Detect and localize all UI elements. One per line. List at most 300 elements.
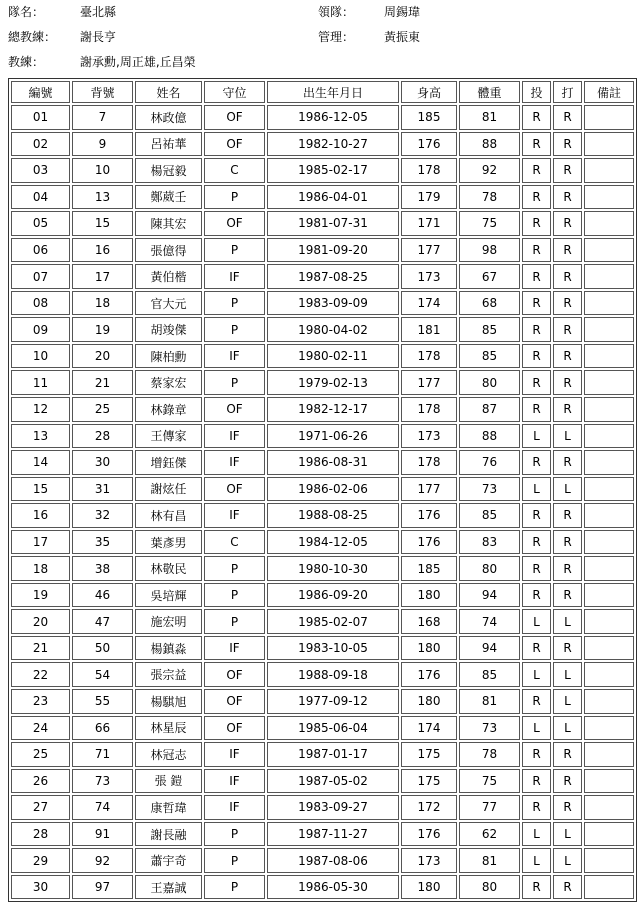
cell-weight: 80 bbox=[459, 370, 520, 395]
table-row bbox=[11, 211, 634, 236]
header-row-coaches bbox=[8, 52, 640, 72]
cell-birthdate: 1983-10-05 bbox=[267, 636, 399, 661]
cell-name: 楊騏旭 bbox=[135, 689, 202, 714]
cell-position: OF bbox=[204, 105, 265, 130]
cell-throws: R bbox=[522, 769, 551, 794]
leader-label: 領隊： bbox=[318, 5, 355, 19]
cell-jersey: 10 bbox=[72, 158, 133, 183]
cell-birthdate: 1986-04-01 bbox=[267, 185, 399, 210]
cell-throws: L bbox=[522, 424, 551, 449]
cell-remarks bbox=[584, 609, 634, 634]
cell-height: 176 bbox=[401, 132, 457, 157]
cell-jersey: 28 bbox=[72, 424, 133, 449]
cell-position: OF bbox=[204, 211, 265, 236]
table-body bbox=[11, 105, 634, 899]
table-row bbox=[11, 424, 634, 449]
cell-throws: L bbox=[522, 609, 551, 634]
cell-weight: 94 bbox=[459, 583, 520, 608]
cell-height: 168 bbox=[401, 609, 457, 634]
cell-throws: R bbox=[522, 742, 551, 767]
cell-birthdate: 1982-12-17 bbox=[267, 397, 399, 422]
cell-name: 葉彥男 bbox=[135, 530, 202, 555]
cell-jersey: 47 bbox=[72, 609, 133, 634]
cell-bats: R bbox=[553, 344, 582, 369]
cell-position: P bbox=[204, 370, 265, 395]
cell-bats: R bbox=[553, 742, 582, 767]
cell-jersey: 21 bbox=[72, 370, 133, 395]
cell-throws: R bbox=[522, 132, 551, 157]
table-row bbox=[11, 185, 634, 210]
cell-weight: 85 bbox=[459, 317, 520, 342]
cell-jersey: 30 bbox=[72, 450, 133, 475]
cell-jersey: 38 bbox=[72, 556, 133, 581]
cell-position: IF bbox=[204, 450, 265, 475]
cell-bats: R bbox=[553, 105, 582, 130]
cell-throws: R bbox=[522, 583, 551, 608]
cell-number: 29 bbox=[11, 848, 70, 873]
cell-remarks bbox=[584, 636, 634, 661]
cell-position: P bbox=[204, 848, 265, 873]
cell-birthdate: 1987-05-02 bbox=[267, 769, 399, 794]
cell-height: 176 bbox=[401, 503, 457, 528]
cell-throws: L bbox=[522, 477, 551, 502]
cell-number: 08 bbox=[11, 291, 70, 316]
cell-position: IF bbox=[204, 636, 265, 661]
cell-throws: R bbox=[522, 158, 551, 183]
cell-height: 176 bbox=[401, 530, 457, 555]
cell-jersey: 91 bbox=[72, 822, 133, 847]
cell-bats: L bbox=[553, 822, 582, 847]
cell-position: OF bbox=[204, 716, 265, 741]
table-row bbox=[11, 769, 634, 794]
cell-bats: L bbox=[553, 848, 582, 873]
table-row bbox=[11, 158, 634, 183]
cell-bats: R bbox=[553, 238, 582, 263]
cell-remarks bbox=[584, 291, 634, 316]
cell-bats: R bbox=[553, 795, 582, 820]
col-header: 身高 bbox=[401, 81, 457, 103]
cell-weight: 88 bbox=[459, 424, 520, 449]
cell-bats: R bbox=[553, 875, 582, 900]
cell-birthdate: 1986-09-20 bbox=[267, 583, 399, 608]
cell-number: 30 bbox=[11, 875, 70, 900]
cell-birthdate: 1986-08-31 bbox=[267, 450, 399, 475]
cell-jersey: 9 bbox=[72, 132, 133, 157]
cell-position: IF bbox=[204, 264, 265, 289]
cell-throws: R bbox=[522, 317, 551, 342]
cell-position: P bbox=[204, 291, 265, 316]
cell-jersey: 74 bbox=[72, 795, 133, 820]
cell-position: IF bbox=[204, 769, 265, 794]
cell-position: P bbox=[204, 822, 265, 847]
cell-number: 26 bbox=[11, 769, 70, 794]
cell-jersey: 97 bbox=[72, 875, 133, 900]
col-header: 守位 bbox=[204, 81, 265, 103]
cell-weight: 98 bbox=[459, 238, 520, 263]
coaches-label: 教練： bbox=[8, 55, 45, 69]
cell-throws: L bbox=[522, 848, 551, 873]
cell-bats: R bbox=[553, 556, 582, 581]
cell-height: 178 bbox=[401, 450, 457, 475]
cell-throws: R bbox=[522, 556, 551, 581]
cell-name: 王傳家 bbox=[135, 424, 202, 449]
cell-remarks bbox=[584, 716, 634, 741]
cell-throws: R bbox=[522, 344, 551, 369]
cell-position: P bbox=[204, 317, 265, 342]
cell-number: 11 bbox=[11, 370, 70, 395]
cell-weight: 68 bbox=[459, 291, 520, 316]
cell-weight: 92 bbox=[459, 158, 520, 183]
cell-jersey: 13 bbox=[72, 185, 133, 210]
table-row bbox=[11, 530, 634, 555]
header-row-coach bbox=[8, 27, 640, 47]
cell-bats: R bbox=[553, 530, 582, 555]
cell-jersey: 35 bbox=[72, 530, 133, 555]
cell-number: 12 bbox=[11, 397, 70, 422]
table-row bbox=[11, 397, 634, 422]
table-row bbox=[11, 105, 634, 130]
cell-remarks bbox=[584, 450, 634, 475]
table-row bbox=[11, 264, 634, 289]
cell-name: 胡竣傑 bbox=[135, 317, 202, 342]
cell-height: 180 bbox=[401, 636, 457, 661]
col-header: 打 bbox=[553, 81, 582, 103]
cell-position: IF bbox=[204, 795, 265, 820]
manager-label: 管理： bbox=[318, 30, 355, 44]
cell-position: OF bbox=[204, 477, 265, 502]
cell-height: 176 bbox=[401, 822, 457, 847]
cell-position: IF bbox=[204, 742, 265, 767]
team-label: 隊名： bbox=[8, 5, 45, 19]
cell-weight: 85 bbox=[459, 662, 520, 687]
cell-height: 185 bbox=[401, 105, 457, 130]
cell-remarks bbox=[584, 344, 634, 369]
cell-weight: 85 bbox=[459, 344, 520, 369]
cell-throws: L bbox=[522, 662, 551, 687]
cell-remarks bbox=[584, 742, 634, 767]
cell-position: P bbox=[204, 875, 265, 900]
cell-throws: L bbox=[522, 822, 551, 847]
cell-remarks bbox=[584, 530, 634, 555]
cell-number: 06 bbox=[11, 238, 70, 263]
cell-height: 171 bbox=[401, 211, 457, 236]
cell-birthdate: 1986-02-06 bbox=[267, 477, 399, 502]
cell-remarks bbox=[584, 238, 634, 263]
cell-height: 180 bbox=[401, 583, 457, 608]
cell-name: 蕭宇奇 bbox=[135, 848, 202, 873]
cell-height: 177 bbox=[401, 370, 457, 395]
cell-jersey: 32 bbox=[72, 503, 133, 528]
table-row bbox=[11, 689, 634, 714]
table-row bbox=[11, 636, 634, 661]
col-header: 投 bbox=[522, 81, 551, 103]
col-header: 姓名 bbox=[135, 81, 202, 103]
table-row bbox=[11, 742, 634, 767]
cell-number: 22 bbox=[11, 662, 70, 687]
col-header: 編號 bbox=[11, 81, 70, 103]
cell-bats: L bbox=[553, 477, 582, 502]
cell-birthdate: 1983-09-09 bbox=[267, 291, 399, 316]
cell-height: 173 bbox=[401, 264, 457, 289]
cell-position: C bbox=[204, 158, 265, 183]
cell-height: 179 bbox=[401, 185, 457, 210]
cell-birthdate: 1985-02-07 bbox=[267, 609, 399, 634]
cell-height: 181 bbox=[401, 317, 457, 342]
cell-bats: L bbox=[553, 662, 582, 687]
cell-throws: R bbox=[522, 636, 551, 661]
cell-position: P bbox=[204, 556, 265, 581]
cell-height: 177 bbox=[401, 238, 457, 263]
cell-position: P bbox=[204, 609, 265, 634]
cell-weight: 94 bbox=[459, 636, 520, 661]
cell-name: 楊鎮淼 bbox=[135, 636, 202, 661]
cell-bats: R bbox=[553, 450, 582, 475]
cell-weight: 73 bbox=[459, 477, 520, 502]
cell-height: 173 bbox=[401, 848, 457, 873]
cell-height: 178 bbox=[401, 158, 457, 183]
cell-jersey: 92 bbox=[72, 848, 133, 873]
cell-height: 177 bbox=[401, 477, 457, 502]
cell-bats: R bbox=[553, 291, 582, 316]
cell-number: 19 bbox=[11, 583, 70, 608]
cell-number: 02 bbox=[11, 132, 70, 157]
cell-bats: R bbox=[553, 132, 582, 157]
cell-remarks bbox=[584, 795, 634, 820]
leader-value: 周錫瑋 bbox=[384, 5, 421, 19]
cell-birthdate: 1988-09-18 bbox=[267, 662, 399, 687]
cell-height: 175 bbox=[401, 769, 457, 794]
cell-weight: 73 bbox=[459, 716, 520, 741]
team-info-header bbox=[0, 0, 640, 78]
cell-number: 09 bbox=[11, 317, 70, 342]
cell-name: 張 鎧 bbox=[135, 769, 202, 794]
cell-birthdate: 1986-12-05 bbox=[267, 105, 399, 130]
cell-name: 林政億 bbox=[135, 105, 202, 130]
table-row bbox=[11, 795, 634, 820]
cell-number: 17 bbox=[11, 530, 70, 555]
cell-name: 謝炫任 bbox=[135, 477, 202, 502]
table-row bbox=[11, 132, 634, 157]
cell-position: C bbox=[204, 530, 265, 555]
table-row bbox=[11, 238, 634, 263]
cell-remarks bbox=[584, 132, 634, 157]
cell-jersey: 54 bbox=[72, 662, 133, 687]
cell-throws: R bbox=[522, 530, 551, 555]
cell-name: 王嘉誠 bbox=[135, 875, 202, 900]
cell-name: 張億得 bbox=[135, 238, 202, 263]
table-row bbox=[11, 450, 634, 475]
cell-number: 25 bbox=[11, 742, 70, 767]
cell-bats: R bbox=[553, 397, 582, 422]
cell-number: 28 bbox=[11, 822, 70, 847]
cell-remarks bbox=[584, 185, 634, 210]
table-row bbox=[11, 503, 634, 528]
cell-weight: 74 bbox=[459, 609, 520, 634]
cell-birthdate: 1977-09-12 bbox=[267, 689, 399, 714]
cell-name: 林錄章 bbox=[135, 397, 202, 422]
cell-jersey: 31 bbox=[72, 477, 133, 502]
col-header: 備註 bbox=[584, 81, 634, 103]
cell-weight: 81 bbox=[459, 105, 520, 130]
cell-remarks bbox=[584, 317, 634, 342]
table-row bbox=[11, 583, 634, 608]
cell-height: 178 bbox=[401, 397, 457, 422]
cell-jersey: 19 bbox=[72, 317, 133, 342]
cell-remarks bbox=[584, 424, 634, 449]
table-row bbox=[11, 848, 634, 873]
cell-number: 03 bbox=[11, 158, 70, 183]
cell-remarks bbox=[584, 370, 634, 395]
cell-name: 張宗益 bbox=[135, 662, 202, 687]
team-value: 臺北縣 bbox=[80, 5, 117, 19]
cell-throws: R bbox=[522, 450, 551, 475]
cell-position: OF bbox=[204, 662, 265, 687]
cell-remarks bbox=[584, 848, 634, 873]
cell-remarks bbox=[584, 822, 634, 847]
cell-remarks bbox=[584, 689, 634, 714]
cell-throws: R bbox=[522, 397, 551, 422]
cell-number: 16 bbox=[11, 503, 70, 528]
cell-throws: R bbox=[522, 211, 551, 236]
table-row bbox=[11, 291, 634, 316]
cell-remarks bbox=[584, 105, 634, 130]
cell-height: 176 bbox=[401, 662, 457, 687]
cell-birthdate: 1986-05-30 bbox=[267, 875, 399, 900]
cell-birthdate: 1987-11-27 bbox=[267, 822, 399, 847]
cell-position: IF bbox=[204, 503, 265, 528]
cell-birthdate: 1987-01-17 bbox=[267, 742, 399, 767]
cell-height: 178 bbox=[401, 344, 457, 369]
cell-number: 18 bbox=[11, 556, 70, 581]
cell-remarks bbox=[584, 211, 634, 236]
cell-height: 174 bbox=[401, 291, 457, 316]
cell-jersey: 50 bbox=[72, 636, 133, 661]
cell-throws: R bbox=[522, 185, 551, 210]
cell-weight: 81 bbox=[459, 848, 520, 873]
cell-birthdate: 1981-07-31 bbox=[267, 211, 399, 236]
cell-jersey: 46 bbox=[72, 583, 133, 608]
cell-name: 呂祐華 bbox=[135, 132, 202, 157]
cell-bats: L bbox=[553, 424, 582, 449]
cell-name: 康哲瑋 bbox=[135, 795, 202, 820]
cell-throws: R bbox=[522, 689, 551, 714]
cell-weight: 67 bbox=[459, 264, 520, 289]
cell-position: P bbox=[204, 185, 265, 210]
cell-remarks bbox=[584, 264, 634, 289]
cell-throws: R bbox=[522, 291, 551, 316]
cell-name: 官大元 bbox=[135, 291, 202, 316]
table-row bbox=[11, 609, 634, 634]
cell-throws: L bbox=[522, 716, 551, 741]
table-row bbox=[11, 716, 634, 741]
cell-birthdate: 1979-02-13 bbox=[267, 370, 399, 395]
col-header: 背號 bbox=[72, 81, 133, 103]
head-coach-label: 總教練： bbox=[8, 30, 57, 44]
cell-number: 27 bbox=[11, 795, 70, 820]
cell-jersey: 66 bbox=[72, 716, 133, 741]
cell-number: 01 bbox=[11, 105, 70, 130]
cell-weight: 78 bbox=[459, 742, 520, 767]
cell-position: OF bbox=[204, 132, 265, 157]
table-row bbox=[11, 875, 634, 900]
col-header: 出生年月日 bbox=[267, 81, 399, 103]
cell-jersey: 7 bbox=[72, 105, 133, 130]
table-header-row bbox=[11, 81, 634, 103]
cell-name: 楊冠毅 bbox=[135, 158, 202, 183]
cell-position: P bbox=[204, 583, 265, 608]
cell-throws: R bbox=[522, 238, 551, 263]
coaches-value: 謝承勳,周正雄,丘昌榮 bbox=[80, 55, 196, 69]
cell-number: 15 bbox=[11, 477, 70, 502]
cell-throws: R bbox=[522, 105, 551, 130]
cell-bats: R bbox=[553, 185, 582, 210]
cell-name: 林冠志 bbox=[135, 742, 202, 767]
cell-weight: 80 bbox=[459, 875, 520, 900]
col-header: 體重 bbox=[459, 81, 520, 103]
cell-bats: L bbox=[553, 716, 582, 741]
cell-weight: 87 bbox=[459, 397, 520, 422]
cell-bats: L bbox=[553, 609, 582, 634]
cell-jersey: 16 bbox=[72, 238, 133, 263]
cell-weight: 75 bbox=[459, 211, 520, 236]
cell-remarks bbox=[584, 158, 634, 183]
cell-bats: R bbox=[553, 264, 582, 289]
table-row bbox=[11, 477, 634, 502]
cell-bats: R bbox=[553, 769, 582, 794]
cell-birthdate: 1971-06-26 bbox=[267, 424, 399, 449]
cell-jersey: 55 bbox=[72, 689, 133, 714]
cell-height: 180 bbox=[401, 875, 457, 900]
cell-remarks bbox=[584, 477, 634, 502]
cell-name: 增鈺傑 bbox=[135, 450, 202, 475]
cell-jersey: 17 bbox=[72, 264, 133, 289]
cell-position: OF bbox=[204, 397, 265, 422]
table-row bbox=[11, 344, 634, 369]
cell-bats: R bbox=[553, 503, 582, 528]
cell-bats: R bbox=[553, 583, 582, 608]
header-row-team bbox=[8, 2, 640, 22]
cell-birthdate: 1980-10-30 bbox=[267, 556, 399, 581]
cell-position: OF bbox=[204, 689, 265, 714]
cell-birthdate: 1985-06-04 bbox=[267, 716, 399, 741]
cell-jersey: 73 bbox=[72, 769, 133, 794]
cell-name: 林敬民 bbox=[135, 556, 202, 581]
cell-name: 謝長融 bbox=[135, 822, 202, 847]
cell-number: 14 bbox=[11, 450, 70, 475]
cell-bats: R bbox=[553, 370, 582, 395]
cell-height: 172 bbox=[401, 795, 457, 820]
cell-number: 23 bbox=[11, 689, 70, 714]
cell-weight: 77 bbox=[459, 795, 520, 820]
cell-position: IF bbox=[204, 424, 265, 449]
cell-remarks bbox=[584, 583, 634, 608]
cell-throws: R bbox=[522, 370, 551, 395]
cell-birthdate: 1983-09-27 bbox=[267, 795, 399, 820]
cell-height: 173 bbox=[401, 424, 457, 449]
cell-jersey: 15 bbox=[72, 211, 133, 236]
cell-position: IF bbox=[204, 344, 265, 369]
cell-remarks bbox=[584, 875, 634, 900]
cell-jersey: 71 bbox=[72, 742, 133, 767]
cell-bats: R bbox=[553, 158, 582, 183]
table-row bbox=[11, 370, 634, 395]
cell-number: 24 bbox=[11, 716, 70, 741]
cell-jersey: 25 bbox=[72, 397, 133, 422]
cell-jersey: 18 bbox=[72, 291, 133, 316]
cell-throws: R bbox=[522, 264, 551, 289]
cell-name: 黃伯楷 bbox=[135, 264, 202, 289]
cell-name: 蔡家宏 bbox=[135, 370, 202, 395]
